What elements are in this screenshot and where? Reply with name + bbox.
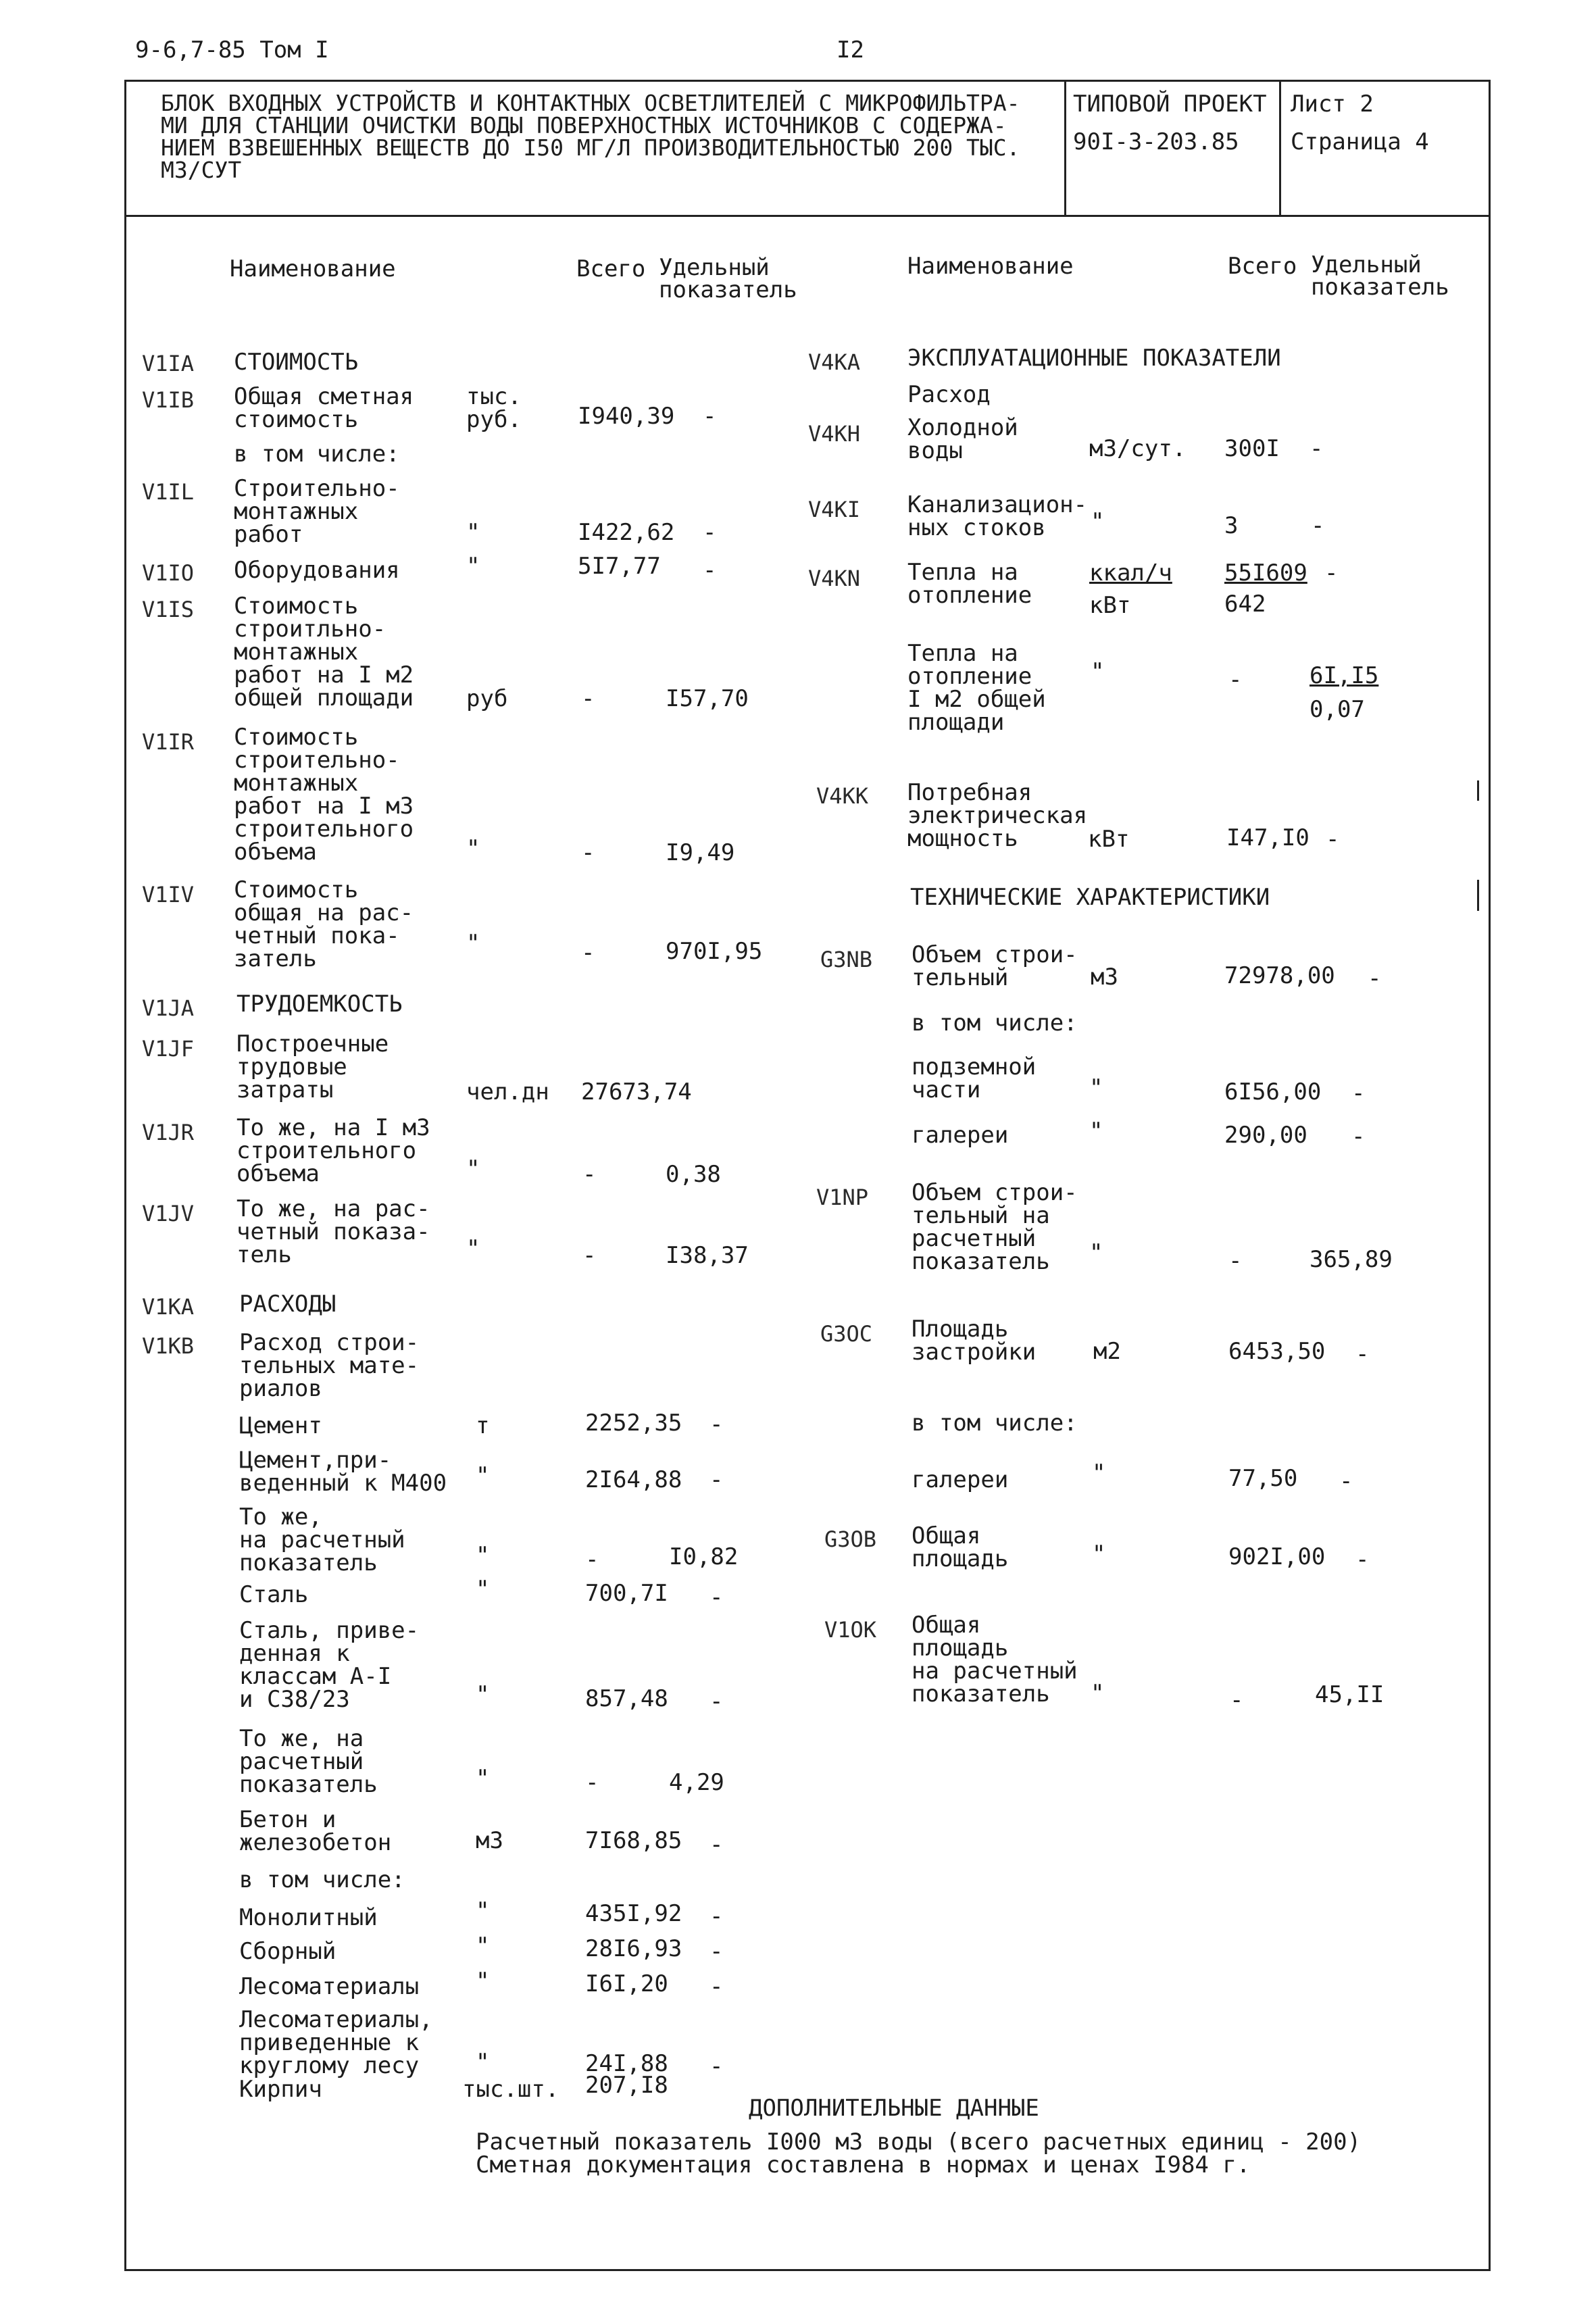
row-total: - bbox=[582, 1161, 597, 1188]
section-heading: СТОИМОСТЬ bbox=[234, 349, 359, 376]
row-name: То же, на расчетный показатель bbox=[239, 1725, 378, 1798]
row-unit: " bbox=[1092, 1460, 1106, 1487]
row-specific: - bbox=[1355, 1341, 1370, 1368]
row-code: V1KB bbox=[142, 1333, 195, 1359]
row-code: V4KH bbox=[808, 421, 861, 447]
section-heading: ТЕХНИЧЕСКИЕ ХАРАКТЕРИСТИКИ bbox=[910, 884, 1270, 911]
row-unit: кВт bbox=[1088, 826, 1130, 853]
project-type-label: ТИПОВОЙ ПРОЕКТ bbox=[1073, 91, 1267, 118]
row-name: То же, на рас- четный показа- тель bbox=[236, 1195, 430, 1268]
row-name: Тепла на отопление bbox=[907, 559, 1032, 609]
col-header-name-right: Наименование bbox=[907, 253, 1074, 280]
row-unit: " bbox=[476, 1897, 490, 1924]
row-name: Сборный bbox=[239, 1938, 336, 1965]
row-name: Стоимость общая на рас- четный пока- затель bbox=[234, 876, 414, 972]
additional-data-title: ДОПОЛНИТЕЛЬНЫЕ ДАННЫЕ bbox=[749, 2095, 1039, 2122]
row-unit-secondary: кВт bbox=[1089, 592, 1131, 619]
additional-data-line-1: Расчетный показатель I000 м3 воды (всего расчетных единиц - 200) bbox=[476, 2129, 1362, 2156]
col-header-specific-left: Удельный показатель bbox=[659, 254, 797, 303]
row-total: 3 bbox=[1224, 512, 1239, 539]
row-unit: " bbox=[466, 1235, 480, 1262]
row-code: V1IR bbox=[142, 729, 195, 755]
row-total: I940,39 bbox=[578, 403, 675, 430]
page-label: Страница 4 bbox=[1291, 128, 1429, 155]
row-specific: - bbox=[1351, 1080, 1366, 1107]
col-header-specific-right: Удельный показатель bbox=[1311, 251, 1449, 301]
row-specific: - bbox=[709, 1466, 724, 1493]
row-total: 77,50 bbox=[1228, 1465, 1298, 1492]
row-name: Цемент bbox=[239, 1412, 322, 1439]
row-name: в том числе: bbox=[234, 441, 400, 468]
row-code: V1JA bbox=[142, 995, 195, 1021]
col-header-name-left: Наименование bbox=[230, 255, 396, 282]
row-name: Кирпич bbox=[239, 2076, 322, 2103]
frame-left bbox=[124, 80, 126, 2271]
row-name: То же, на I м3 строительного объема bbox=[236, 1114, 430, 1187]
row-name: Сталь bbox=[239, 1581, 309, 1608]
row-specific: I0,82 bbox=[669, 1543, 739, 1570]
row-total-secondary: 642 bbox=[1224, 591, 1266, 618]
row-specific: - bbox=[709, 1584, 724, 1611]
row-unit: " bbox=[476, 1542, 490, 1569]
section-heading: РАСХОДЫ bbox=[239, 1291, 336, 1318]
sheet-number: Лист 2 bbox=[1291, 91, 1374, 118]
row-code: V1JF bbox=[142, 1036, 195, 1062]
row-name: Лесоматериалы bbox=[239, 1973, 420, 2000]
col-header-total-right: Всего bbox=[1228, 253, 1297, 280]
frame-bottom bbox=[124, 2269, 1491, 2271]
row-unit: " bbox=[466, 1155, 480, 1183]
row-total: 6I56,00 bbox=[1224, 1078, 1322, 1105]
row-total: 700,7I bbox=[585, 1580, 668, 1607]
row-name: подземной части bbox=[912, 1053, 1037, 1103]
row-name: Расход bbox=[907, 381, 991, 408]
row-specific: 970I,95 bbox=[666, 938, 763, 965]
row-specific: - bbox=[1368, 965, 1382, 992]
row-total: I422,62 bbox=[578, 519, 675, 546]
row-unit: тыс. руб. bbox=[466, 383, 522, 433]
row-specific: - bbox=[709, 1688, 724, 1715]
row-total: 27673,74 bbox=[581, 1078, 692, 1105]
row-unit: т bbox=[476, 1412, 490, 1439]
row-specific: - bbox=[709, 1938, 724, 1965]
row-specific: I9,49 bbox=[666, 839, 735, 866]
side-mark-2 bbox=[1477, 880, 1479, 911]
row-total: 2I64,88 bbox=[585, 1466, 682, 1493]
row-code: V1IL bbox=[142, 479, 195, 505]
row-specific: - bbox=[709, 1411, 724, 1438]
row-name: Общая площадь на расчетный показатель bbox=[912, 1612, 1078, 1708]
row-unit: " bbox=[476, 2049, 490, 2076]
row-unit: " bbox=[466, 553, 480, 580]
row-code: V1IA bbox=[142, 351, 195, 376]
row-specific: - bbox=[709, 1831, 724, 1858]
row-unit: " bbox=[1089, 1118, 1103, 1145]
row-unit: м3 bbox=[476, 1827, 503, 1854]
row-code: V4KI bbox=[808, 497, 861, 522]
row-total: - bbox=[1228, 666, 1243, 693]
row-total: I47,I0 bbox=[1226, 824, 1310, 851]
row-total: 5I7,77 bbox=[578, 553, 661, 580]
row-total: 300I bbox=[1224, 435, 1280, 462]
row-name: Площадь застройки bbox=[912, 1316, 1037, 1366]
row-unit: " bbox=[476, 1681, 490, 1708]
row-code: G3OC bbox=[820, 1321, 873, 1347]
row-code: G3OB bbox=[824, 1526, 877, 1552]
row-unit: " bbox=[466, 835, 480, 862]
row-unit: " bbox=[476, 1576, 490, 1603]
row-name: Общая сметная стоимость bbox=[234, 383, 414, 433]
row-total: - bbox=[582, 1242, 597, 1269]
row-name: Расход строи- тельных мате- риалов bbox=[239, 1329, 420, 1402]
row-name: в том числе: bbox=[912, 1010, 1078, 1037]
row-name: То же, на расчетный показатель bbox=[239, 1503, 405, 1576]
row-total: 55I609 bbox=[1224, 559, 1307, 587]
row-total: - bbox=[581, 939, 595, 966]
row-total: 2252,35 bbox=[585, 1410, 682, 1437]
row-code: V1KA bbox=[142, 1294, 195, 1320]
row-specific: - bbox=[703, 519, 717, 546]
row-total: 7I68,85 bbox=[585, 1827, 682, 1854]
additional-data-line-2: Сметная документация составлена в нормах и ценах I984 г. bbox=[476, 2151, 1251, 2179]
row-code: V4KN bbox=[808, 566, 861, 591]
row-unit: руб bbox=[466, 685, 508, 712]
row-specific: I57,70 bbox=[666, 685, 749, 712]
row-total: 857,48 bbox=[585, 1685, 668, 1712]
row-specific: - bbox=[1310, 435, 1324, 462]
row-unit: " bbox=[466, 930, 480, 957]
row-name: Оборудования bbox=[234, 557, 400, 584]
row-name: Канализацион- ных стоков bbox=[907, 491, 1088, 541]
row-name: Общая площадь bbox=[912, 1522, 1009, 1572]
row-specific: 4,29 bbox=[669, 1769, 724, 1796]
section-heading: ЭКСПЛУАТАЦИОННЫЕ ПОКАЗАТЕЛИ bbox=[907, 345, 1281, 372]
row-total: 72978,00 bbox=[1224, 962, 1335, 989]
row-total: - bbox=[581, 839, 595, 866]
row-unit: " bbox=[476, 1968, 490, 1995]
row-unit: ккал/ч bbox=[1089, 559, 1172, 587]
row-name: в том числе: bbox=[912, 1410, 1078, 1437]
row-specific: - bbox=[1311, 512, 1325, 539]
row-code: V1IO bbox=[142, 560, 195, 586]
row-specific-secondary: 0,07 bbox=[1310, 696, 1365, 723]
row-unit: " bbox=[476, 1462, 490, 1489]
row-code: V4KA bbox=[808, 349, 861, 375]
row-code: V1JV bbox=[142, 1201, 195, 1226]
row-unit: м3 bbox=[1091, 964, 1118, 991]
row-specific: - bbox=[703, 557, 717, 584]
row-name: Тепла на отопление I м2 общей площади bbox=[907, 640, 1046, 736]
row-specific: I38,37 bbox=[666, 1242, 749, 1269]
row-specific: 365,89 bbox=[1310, 1246, 1393, 1273]
row-total: - bbox=[581, 685, 595, 712]
row-specific: 6I,I5 bbox=[1310, 662, 1379, 689]
frame-right bbox=[1489, 80, 1491, 2271]
row-unit: тыс.шт. bbox=[462, 2076, 559, 2103]
row-unit: " bbox=[1091, 1680, 1105, 1707]
row-specific: - bbox=[709, 2053, 724, 2080]
row-unit: чел.дн bbox=[466, 1078, 549, 1105]
row-code: V4KK bbox=[816, 783, 869, 809]
row-name: Цемент,при- веденный к М400 bbox=[239, 1447, 447, 1497]
row-unit: м3/сут. bbox=[1089, 435, 1187, 462]
row-specific: - bbox=[1324, 559, 1339, 587]
row-specific: 0,38 bbox=[666, 1161, 721, 1188]
document-title: БЛОК ВХОДНЫХ УСТРОЙСТВ И КОНТАКТНЫХ ОСВЕТЛИТЕЛЕЙ С МИКРОФИЛЬТРА- МИ ДЛЯ СТАНЦИИ ОЧИСТКИ ВОДЫ ПОВЕРХНОСТНЫХ ИСТОЧНИКОВ С СОДЕРЖА- НИЕМ ВЗВЕШЕННЫХ ВЕЩЕСТВ ДО I50 МГ/Л ПРОИЗВОДИТЕЛЬНОСТЬЮ 200 ТЫС. М3/СУТ bbox=[161, 90, 1020, 183]
row-unit: " bbox=[1089, 1239, 1103, 1266]
row-total: 24I,88 bbox=[585, 2050, 668, 2077]
row-name: Монолитный bbox=[239, 1904, 378, 1931]
row-name: галереи bbox=[912, 1466, 1009, 1493]
row-unit: " bbox=[1089, 1074, 1103, 1101]
row-name: Строительно- монтажных работ bbox=[234, 475, 400, 548]
row-specific: - bbox=[1339, 1468, 1353, 1495]
row-name: Стоимость строитльно- монтажных работ на I м2 общей площади bbox=[234, 593, 414, 712]
row-total: 6453,50 bbox=[1228, 1338, 1326, 1365]
row-total: 207,I8 bbox=[585, 2072, 668, 2099]
header-col-divider-1 bbox=[1064, 80, 1066, 216]
row-name: Лесоматериалы, приведенные к круглому лесу bbox=[239, 2006, 433, 2079]
row-name: Сталь, приве- денная к классам А-I и С38/23 bbox=[239, 1617, 420, 1713]
side-mark-1 bbox=[1477, 780, 1479, 801]
row-specific: - bbox=[1351, 1123, 1366, 1150]
page-number: I2 bbox=[837, 36, 864, 64]
header-col-divider-2 bbox=[1279, 80, 1281, 216]
row-total: 290,00 bbox=[1224, 1122, 1307, 1149]
row-unit: " bbox=[466, 519, 480, 546]
section-heading: ТРУДОЕМКОСТЬ bbox=[236, 991, 403, 1018]
row-unit: м2 bbox=[1093, 1338, 1121, 1365]
row-name: Объем строи- тельный bbox=[912, 941, 1078, 991]
row-name: Потребная электрическая мощность bbox=[907, 779, 1088, 852]
header-divider bbox=[124, 215, 1491, 217]
row-name: Холодной воды bbox=[907, 414, 1018, 464]
row-specific: - bbox=[709, 1903, 724, 1930]
row-specific: - bbox=[1326, 826, 1340, 853]
row-unit: " bbox=[1091, 658, 1105, 685]
row-unit: " bbox=[476, 1765, 490, 1792]
row-specific: - bbox=[703, 403, 717, 430]
row-unit: " bbox=[1092, 1541, 1106, 1568]
row-code: V1IB bbox=[142, 387, 195, 413]
row-total: - bbox=[1230, 1687, 1244, 1714]
row-total: - bbox=[585, 1546, 599, 1573]
frame-top bbox=[124, 80, 1491, 82]
row-total: 902I,00 bbox=[1228, 1543, 1326, 1570]
row-unit: " bbox=[476, 1933, 490, 1960]
project-number: 90I-3-203.85 bbox=[1073, 128, 1239, 155]
row-total: 28I6,93 bbox=[585, 1935, 682, 1962]
row-name: галереи bbox=[912, 1122, 1009, 1149]
row-name: Объем строи- тельный на расчетный показатель bbox=[912, 1179, 1078, 1275]
row-total: 435I,92 bbox=[585, 1900, 682, 1927]
row-specific: 45,II bbox=[1315, 1681, 1385, 1708]
row-name: в том числе: bbox=[239, 1866, 405, 1893]
row-total: - bbox=[585, 1769, 599, 1796]
document-series: 9-6,7-85 Том I bbox=[135, 36, 329, 64]
col-header-total-left: Всего bbox=[576, 255, 646, 282]
row-name: Стоимость строительно- монтажных работ на I м3 строительного объема bbox=[234, 724, 414, 866]
row-code: G3NB bbox=[820, 947, 873, 972]
row-specific: - bbox=[709, 1973, 724, 2000]
row-code: V1IS bbox=[142, 597, 195, 622]
row-code: V1OK bbox=[824, 1617, 877, 1643]
row-unit: " bbox=[1091, 508, 1105, 535]
row-total: I6I,20 bbox=[585, 1970, 668, 1997]
row-name: Построечные трудовые затраты bbox=[236, 1030, 389, 1103]
row-code: V1NP bbox=[816, 1185, 869, 1210]
row-total: - bbox=[1228, 1247, 1243, 1274]
row-specific: - bbox=[1355, 1546, 1370, 1573]
row-name: Бетон и железобетон bbox=[239, 1806, 392, 1856]
row-code: V1JR bbox=[142, 1120, 195, 1145]
row-code: V1IV bbox=[142, 882, 195, 907]
